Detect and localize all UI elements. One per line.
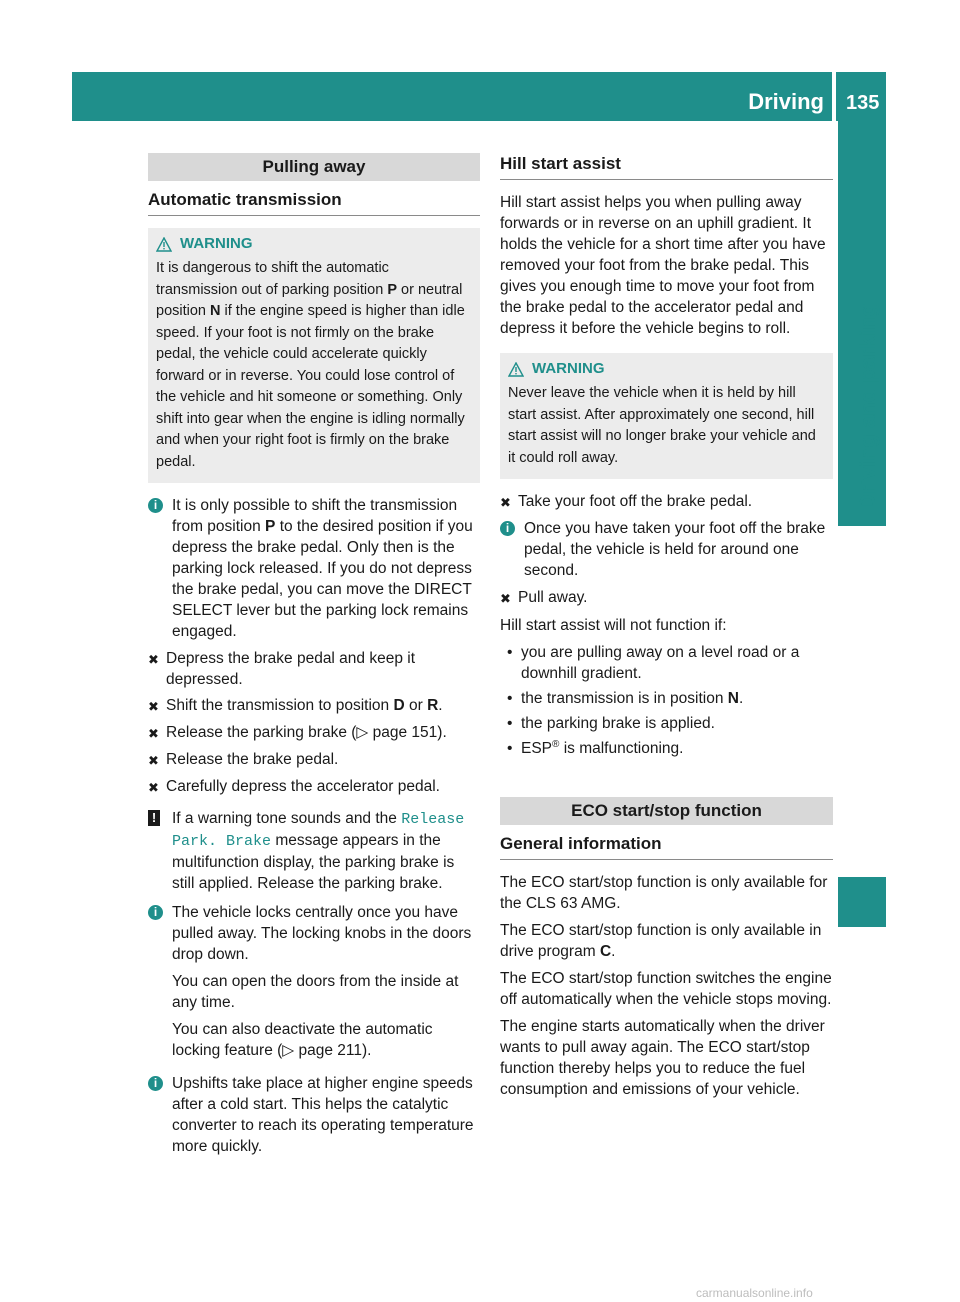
info-icon: i — [500, 521, 515, 536]
caution-text-part: If a warning tone sounds and the — [172, 810, 402, 827]
info-text-group — [172, 902, 480, 1067]
eco-paragraph: The ECO start/stop function switches the engine off automatically when the vehicle stops moving. — [500, 970, 832, 1008]
info-text-part: It is only possible to shift the transmission from position — [172, 497, 458, 535]
subheading-general-information: General information — [500, 833, 833, 860]
list-text-part: the transmission is in position — [521, 690, 728, 707]
gear-p: P — [265, 518, 276, 535]
caution-text-part: message appears in the multifunction display, the parking brake is still applied. Release the parking brake. — [172, 832, 455, 892]
list-text-part: ESP — [521, 740, 553, 757]
warning-text-part: if the engine speed is higher than idle speed. If your foot is not firmly on the brake pedal, the vehicle could accelerate quickly forward or in reverse. You could lose control of the vehicle and hit someone or something. Only shift into gear when the engine is idling normally and when your right foot is firmly on the brake pedal. — [156, 303, 465, 470]
gear-n: N — [727, 690, 739, 707]
step-arrow-icon: ✖ — [148, 726, 159, 741]
list-item-text — [521, 688, 743, 709]
warning-title — [156, 234, 472, 254]
info-paragraph: You can also deactivate the automatic locking feature (▷ page 211). — [172, 1021, 433, 1059]
gear-n: N — [210, 303, 221, 319]
step-arrow-icon: ✖ — [148, 652, 159, 667]
drive-program-c: C — [599, 943, 612, 960]
info-paragraph: The vehicle locks centrally once you have pulled away. The locking knobs in the doors drop down. — [172, 904, 472, 963]
eco-paragraph: The ECO start/stop function is only available for the CLS 63 AMG. — [500, 874, 828, 912]
watermark: carmanualsonline.info — [696, 1286, 813, 1300]
info-text-part: to the desired position if you depress the brake pedal. Only then is the parking lock released. If you do not depress the brake pedal, you can move the DIRECT SELECT lever but the parking lock remains engaged. — [172, 518, 473, 640]
step-arrow-icon: ✖ — [500, 591, 511, 606]
warning-text-part: It is dangerous to shift the automatic transmission out of parking position — [156, 260, 389, 298]
subheading-automatic-transmission: Automatic transmission — [148, 189, 480, 216]
step-text: Pull away. — [518, 589, 588, 606]
bullet-icon: • — [507, 715, 513, 732]
info-icon: i — [148, 1076, 163, 1091]
step-text: Depress the brake pedal and keep it depressed. — [166, 650, 416, 688]
gear-r: R — [427, 697, 439, 714]
info-note — [500, 518, 833, 581]
section-title: ECO start/stop function — [571, 801, 762, 820]
warning-triangle-icon — [156, 237, 172, 252]
info-paragraph: You can open the doors from the inside at any time. — [172, 973, 459, 1011]
side-marker — [838, 877, 886, 927]
heading-hill-start-assist: Hill start assist — [500, 153, 833, 180]
step-item — [148, 722, 480, 744]
info-text: Once you have taken your foot off the brake pedal, the vehicle is held for around one second. — [524, 520, 826, 579]
bullet-icon: • — [507, 644, 513, 661]
list-text-part: . — [738, 690, 744, 707]
step-text-part: or — [404, 697, 428, 714]
step-arrow-icon: ✖ — [148, 699, 159, 714]
step-item — [500, 491, 833, 513]
registered-mark: ® — [552, 738, 560, 750]
header-divider — [832, 72, 836, 121]
warning-text-part: or neutral position — [156, 281, 463, 319]
list-item — [500, 688, 833, 709]
step-text-part: Shift the transmission to position — [166, 697, 394, 714]
bullet-icon: • — [507, 740, 513, 757]
list-item-text — [521, 738, 683, 759]
page-section-title: Driving — [748, 89, 824, 114]
section-title: Pulling away — [262, 157, 366, 176]
eco-paragraph: The engine starts automatically when the driver wants to pull away again. The ECO start/stop function thereby helps you to reduce the fuel consumption and emissions of your vehicle. — [500, 1018, 825, 1098]
step-text: Carefully depress the accelerator pedal. — [166, 778, 440, 795]
info-icon: i — [148, 905, 163, 920]
eco-text-part: . — [611, 943, 616, 960]
step-arrow-icon: ✖ — [500, 495, 511, 510]
eco-text-part: The ECO start/stop function is only available in drive program — [500, 922, 822, 960]
info-note — [148, 902, 480, 1067]
step-item — [148, 648, 480, 690]
gear-p: P — [387, 281, 397, 298]
step-arrow-icon: ✖ — [148, 753, 159, 768]
warning-label: WARNING — [180, 235, 253, 252]
list-text-part: is malfunctioning. — [559, 740, 684, 757]
step-text-part: . — [438, 697, 443, 714]
step-arrow-icon: ✖ — [148, 780, 159, 795]
info-text: Upshifts take place at higher engine speeds after a cold start. This helps the catalytic converter to reach its operating temperature more quickly. — [172, 1075, 474, 1155]
list-item-text: the parking brake is applied. — [521, 715, 715, 732]
warning-triangle-icon — [508, 362, 524, 377]
step-item — [148, 749, 480, 771]
info-text — [172, 495, 480, 642]
warning-label: WARNING — [532, 360, 605, 377]
list-item — [500, 738, 833, 759]
eco-paragraph — [500, 920, 833, 962]
caution-text — [172, 808, 480, 894]
warning-text — [156, 258, 472, 473]
warning-text: Never leave the vehicle when it is held by hill start assist. After approximately one second, hill start assist will no longer brake your vehicle and it could roll away. — [508, 385, 816, 466]
info-icon: i — [148, 498, 163, 513]
caution-note — [148, 808, 480, 894]
spacer — [500, 763, 833, 797]
warning-box — [148, 228, 480, 483]
warning-title — [508, 359, 825, 379]
section-band-pulling-away — [148, 153, 480, 181]
step-text — [166, 695, 443, 717]
conditions-intro: Hill start assist will not function if: — [500, 617, 727, 634]
page-number: 135 — [846, 92, 880, 114]
display-message: Release Park. Brake — [172, 811, 465, 850]
bullet-icon: • — [507, 690, 513, 707]
step-item — [500, 587, 833, 609]
step-text: Release the parking brake (▷ page 151). — [166, 724, 447, 741]
warning-box — [500, 353, 833, 479]
left-column — [148, 153, 480, 1163]
list-item-text: you are pulling away on a level road or a downhill gradient. — [521, 644, 800, 682]
step-item — [148, 695, 480, 717]
list-item — [500, 713, 833, 734]
hill-start-intro: Hill start assist helps you when pulling away forwards or in reverse on an uphill gradient. It holds the vehicle for a short time after you have removed your foot from the brake pedal. This gives you enough time to move your foot from the brake pedal to the accelerator pedal and depress it before the vehicle begins to roll. — [500, 194, 826, 337]
info-note — [148, 495, 480, 642]
step-item — [148, 776, 480, 798]
list-item — [500, 642, 833, 684]
info-note — [148, 1073, 480, 1157]
step-text: Release the brake pedal. — [166, 751, 339, 768]
step-text: Take your foot off the brake pedal. — [518, 493, 753, 510]
gear-d: D — [393, 697, 405, 714]
right-column — [500, 153, 833, 1106]
section-band-eco — [500, 797, 833, 825]
exclamation-icon: ! — [148, 810, 160, 826]
side-chapter-label: Driving and parking — [855, 303, 880, 510]
